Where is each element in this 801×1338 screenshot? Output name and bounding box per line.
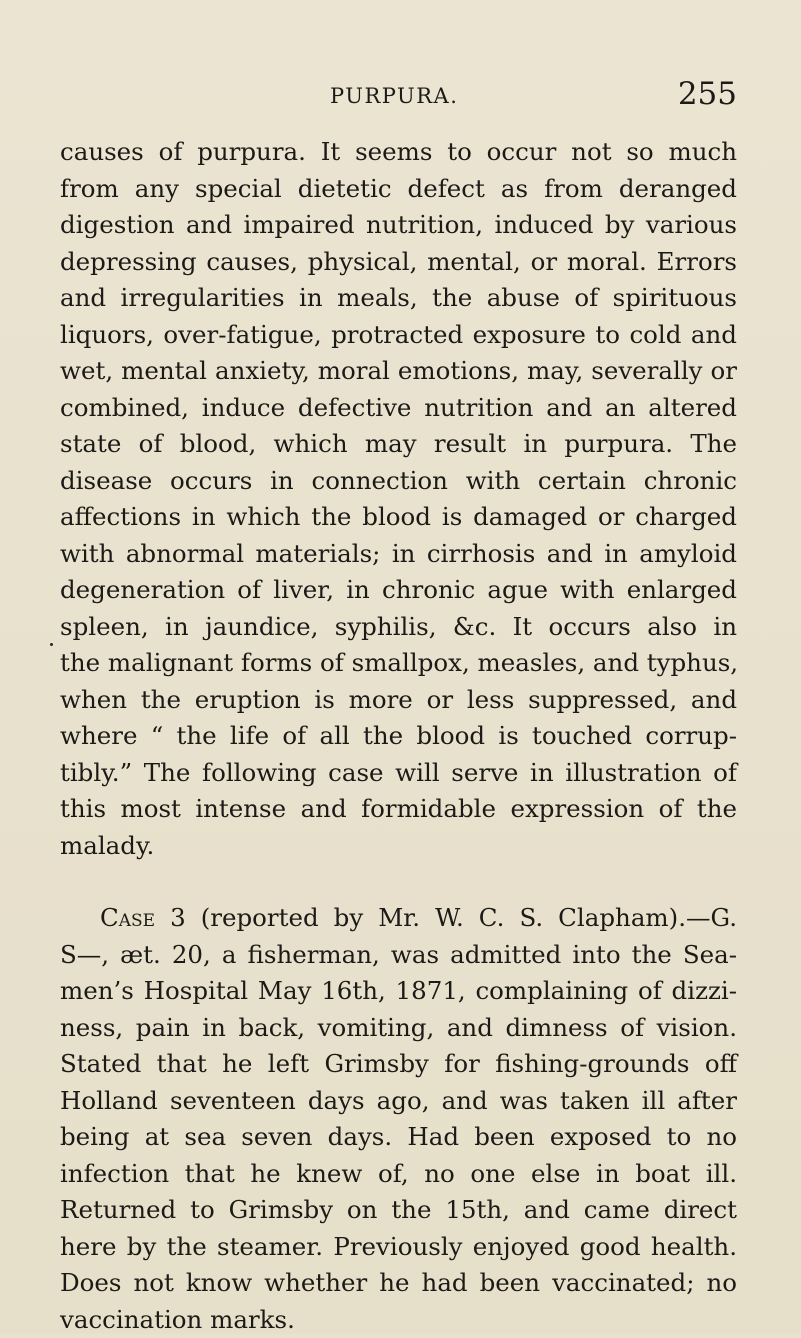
- text-line: disease occurs in connection with certain chronic: [60, 463, 737, 500]
- case-heading-rest: 3 (reported by Mr. W. C. S. Clapham).—G.: [155, 903, 737, 932]
- paragraph-case-report: [60, 900, 737, 1338]
- text-line: being at sea seven days. Had been exposed to no: [60, 1119, 737, 1156]
- text-line: Holland seventeen days ago, and was taken ill after: [60, 1083, 737, 1120]
- text-line: combined, induce defective nutrition and an altered: [60, 390, 737, 427]
- text-line: wet, mental anxiety, moral emotions, may, severally or: [60, 353, 737, 390]
- text-line: infection that he knew of, no one else in boat ill.: [60, 1156, 737, 1193]
- page-number: 255: [678, 76, 737, 112]
- running-head: [60, 76, 737, 116]
- text-line: digestion and impaired nutrition, induced by various: [60, 207, 737, 244]
- text-line: Returned to Grimsby on the 15th, and came direct: [60, 1192, 737, 1229]
- margin-dot-mark: [50, 643, 53, 646]
- running-title: PURPURA.: [330, 84, 458, 108]
- text-line: here by the steamer. Previously enjoyed good health.: [60, 1229, 737, 1266]
- text-line-last: malady.: [60, 828, 737, 865]
- paragraph-gap: [60, 864, 737, 900]
- body-text: [60, 134, 737, 1338]
- text-line: and irregularities in meals, the abuse of spirituous: [60, 280, 737, 317]
- text-line: degeneration of liver, in chronic ague with enlarged: [60, 572, 737, 609]
- text-line: the malignant forms of smallpox, measles, and typhus,: [60, 645, 737, 682]
- text-line: this most intense and formidable expression of the: [60, 791, 737, 828]
- text-line: when the eruption is more or less suppressed, and: [60, 682, 737, 719]
- text-line: where “ the life of all the blood is touched corrup-: [60, 718, 737, 755]
- case-label: Case: [100, 903, 155, 932]
- text-line: men’s Hospital May 16th, 1871, complaining of dizzi-: [60, 973, 737, 1010]
- text-line: ness, pain in back, vomiting, and dimness of vision.: [60, 1010, 737, 1047]
- text-line: depressing causes, physical, mental, or moral. Errors: [60, 244, 737, 281]
- text-line: from any special dietetic defect as from deranged: [60, 171, 737, 208]
- case-heading-line: [60, 900, 737, 937]
- text-line: with abnormal materials; in cirrhosis and in amyloid: [60, 536, 737, 573]
- text-line-last: vaccination marks.: [60, 1302, 737, 1338]
- text-line: affections in which the blood is damaged or charged: [60, 499, 737, 536]
- text-line: liquors, over-fatigue, protracted exposure to cold and: [60, 317, 737, 354]
- text-line: Stated that he left Grimsby for fishing-grounds off: [60, 1046, 737, 1083]
- text-line: tibly.” The following case will serve in illustration of: [60, 755, 737, 792]
- text-line: Does not know whether he had been vaccinated; no: [60, 1265, 737, 1302]
- text-line: state of blood, which may result in purpura. The: [60, 426, 737, 463]
- paragraph-causes: [60, 134, 737, 864]
- text-line: S—, æt. 20, a fisherman, was admitted into the Sea-: [60, 937, 737, 974]
- text-line: spleen, in jaundice, syphilis, &c. It occurs also in: [60, 609, 737, 646]
- text-line: causes of purpura. It seems to occur not so much: [60, 134, 737, 171]
